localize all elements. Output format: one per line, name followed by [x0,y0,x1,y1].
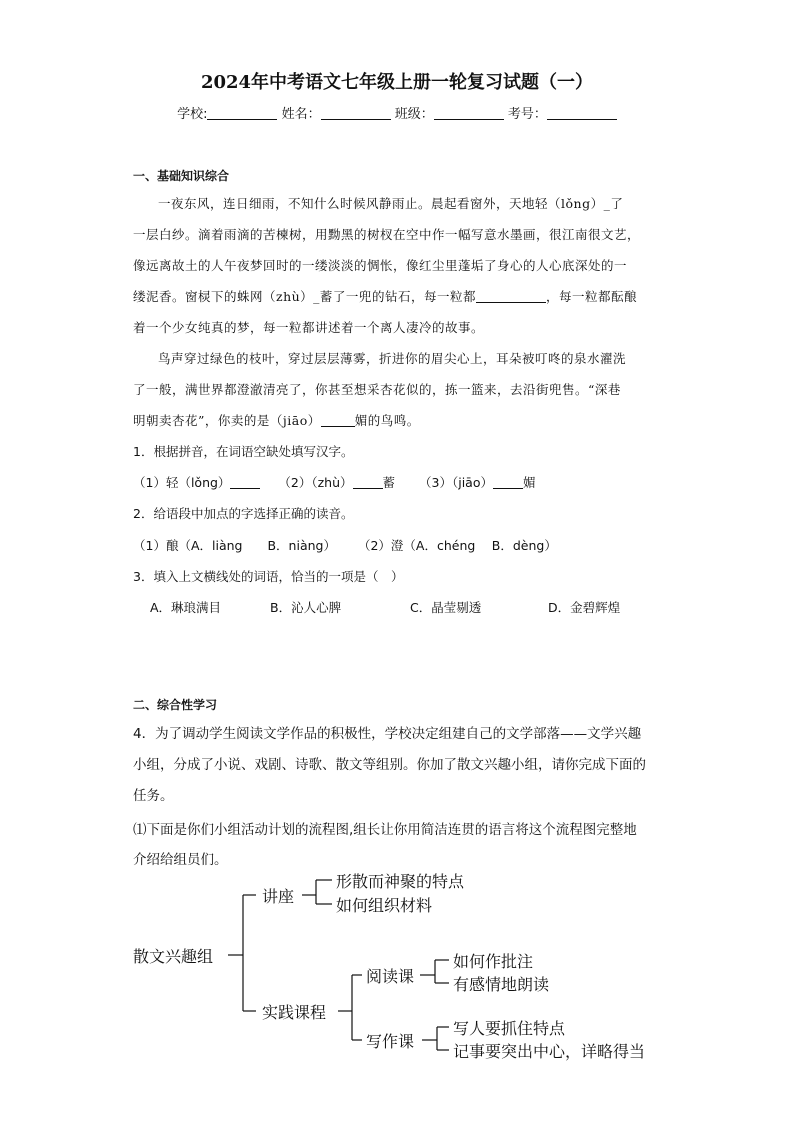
flowchart-reading: 阅读课 [366,967,415,986]
q1-items: （1）轻（lǒng） （2）（zhù） 蓄 （3）（jiāo） 媚 [133,475,536,490]
passage-line: 像远离故土的人午夜梦回时的一缕淡淡的惆怅，像红尘里蓬垢了身心的人心底深处的一 [133,258,628,273]
q3-option-d[interactable]: D．金碧辉煌 [548,600,621,615]
q1-stem: 1．根据拼音，在词语空缺处填写汉字。 [133,444,354,459]
flowchart-lecture-item: 形散而神聚的特点 [336,872,465,891]
passage-line: 鸟声穿过绿色的枝叶，穿过层层薄雾，折进你的眉尖心上，耳朵被叮咚的泉水濯洗 [158,351,627,366]
flowchart-reading-item: 有感情地朗读 [453,975,550,994]
class-label: 班级： [394,107,434,122]
q3-option-c[interactable]: C．晶莹剔透 [410,600,482,615]
passage-line: 了一般，满世界都澄澈清亮了，你甚至想采杏花似的，拣一篮来，去沿街兜售。“深巷 [133,382,621,397]
flowchart-root: 散文兴趣组 [133,947,214,966]
name-label: 姓名： [281,107,321,122]
exam-no-label: 考号： [507,107,547,122]
q3-option-a[interactable]: A．琳琅满目 [150,600,222,615]
flowchart-writing-item: 记事要突出中心，详略得当 [453,1042,646,1061]
passage-line: 一夜东风，连日细雨，不知什么时候风静雨止。晨起看窗外，天地轻（lǒng）_了 [158,196,624,211]
flowchart-practice: 实践课程 [262,1003,327,1022]
flowchart-writing-item: 写人要抓住特点 [453,1019,566,1038]
section2-heading: 二、综合性学习 [133,698,218,712]
section1-heading: 一、基础知识综合 [133,169,230,183]
passage-line: 明朝卖杏花”，你卖的是（jiāo） 媚的鸟鸣。 [133,413,420,428]
q2-stem: 2．给语段中加点的字选择正确的读音。 [133,506,354,521]
passage-line: 着一个少女纯真的梦，每一粒都讲述着一个离人凄冷的故事。 [133,320,485,335]
school-label: 学校: [177,107,208,122]
flowchart-lecture: 讲座 [262,887,295,906]
page-title: 2024年中考语文七年级上册一轮复习试题（一） [200,72,594,93]
q4-line: 4．为了调动学生阅读文学作品的积极性，学校决定组建自己的文学部落——文学兴趣 [133,726,642,742]
passage-line: 一层白纱。滴着雨滴的苦楝树，用黝黑的树杈在空中作一幅写意水墨画，很江南很文艺， [133,227,641,242]
passage-line: 缕泥香。窗棂下的蛛网（zhù）_蓄了一兜的钻石，每一粒都 ，每一粒都酝酿 [133,289,637,304]
flowchart-lecture-item: 如何组织材料 [336,896,433,915]
q4-line: 任务。 [133,788,174,804]
q3-option-b[interactable]: B．沁人心脾 [270,600,342,615]
q4-line: 小组，分成了小说、戏剧、诗歌、散文等组别。你加了散文兴趣小组，请你完成下面的 [133,757,646,773]
q2-items: （1）酿（A．liàng B．niàng） （2）澄（A．chéng B．dèng） [133,538,557,553]
flowchart-reading-item: 如何作批注 [453,952,534,971]
q4-sub-line: ⑴下面是你们小组活动计划的流程图,组长让你用简洁连贯的语言将这个流程图完整地 [133,822,637,838]
q4-sub-line: 介绍给组员们。 [133,852,228,868]
flowchart-writing: 写作课 [366,1032,415,1051]
q3-stem: 3．填入上文横线处的词语，恰当的一项是（ ） [133,569,404,584]
